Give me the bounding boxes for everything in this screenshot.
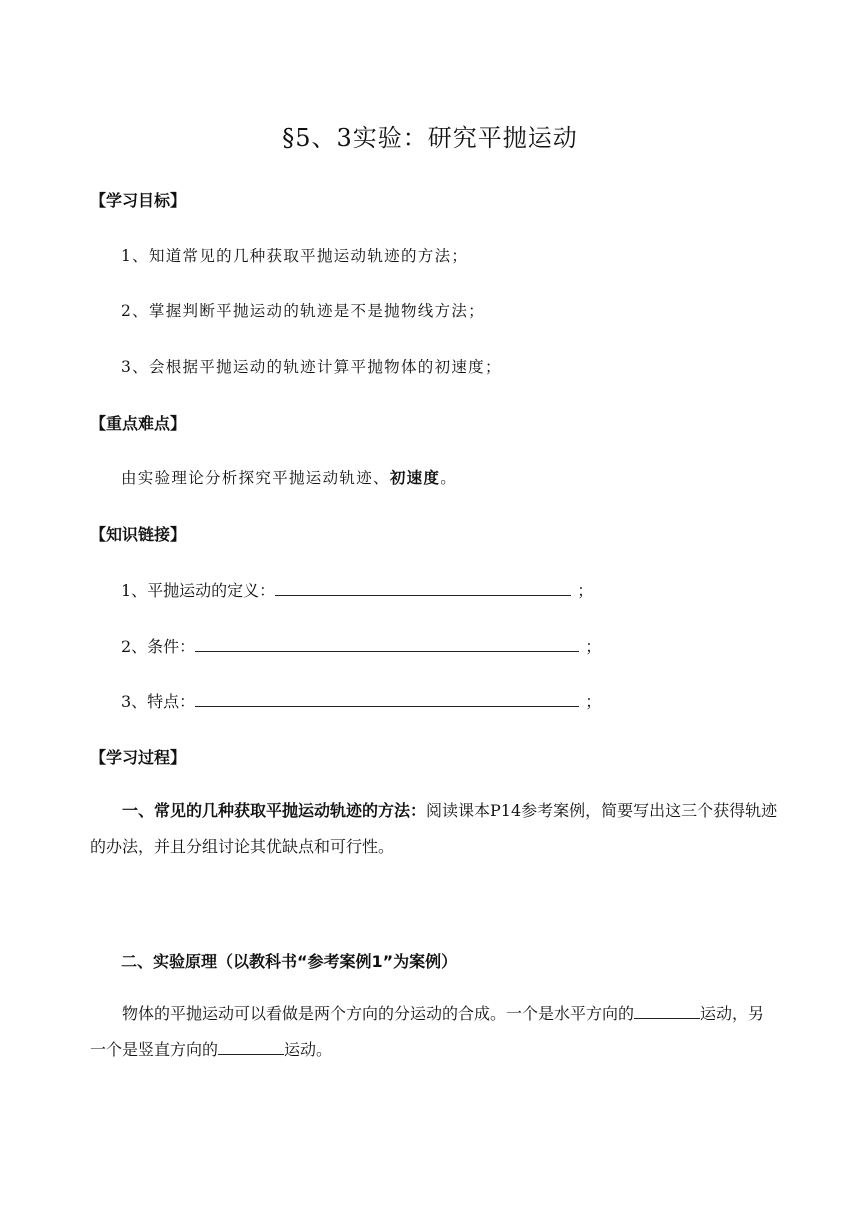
link-item-1-label: 1、平抛运动的定义： xyxy=(121,581,276,600)
process-part1-title: 一、常见的几种获取平抛运动轨迹的方法： xyxy=(122,801,427,820)
goals-heading: 【学习目标】 xyxy=(90,191,187,210)
process-heading: 【学习过程】 xyxy=(90,748,187,767)
key-text-bold: 初速度 xyxy=(389,469,441,487)
process-part2-text-a: 物体的平抛运动可以看做是两个方向的分运动的合成。一个是水平方向的 xyxy=(122,1004,635,1023)
fill-blank-horizontal[interactable] xyxy=(634,1002,700,1019)
link-item-3 xyxy=(121,689,601,712)
link-item-3-label: 3、特点： xyxy=(121,692,196,711)
process-part2-text-c: 运动。 xyxy=(284,1040,333,1059)
process-part2-text-b: 运动，另一个是竖直方向的 xyxy=(90,1004,765,1059)
process-part2-text xyxy=(90,996,780,1068)
fill-blank-definition[interactable] xyxy=(275,579,571,596)
link-item-2-label: 2、条件： xyxy=(121,637,196,656)
key-heading: 【重点难点】 xyxy=(90,414,187,433)
goal-item-2: 2、掌握判断平抛运动的轨迹是不是抛物线方法； xyxy=(121,302,485,320)
goal-item-1: 1、知道常见的几种获取平抛运动轨迹的方法； xyxy=(121,247,469,265)
fill-blank-vertical[interactable] xyxy=(218,1038,284,1055)
page-title: §5、3实验：研究平抛运动 xyxy=(282,124,578,152)
key-text-suffix: 。 xyxy=(440,469,458,487)
process-part1-text: 阅读课本P14参考案例，简要写出这三个获得轨迹的办法，并且分组讨论其优缺点和可行性。 xyxy=(90,801,778,856)
fill-blank-condition[interactable] xyxy=(195,635,579,652)
link-item-3-end: ； xyxy=(585,692,602,711)
link-item-1-end: ； xyxy=(577,581,594,600)
process-part2-heading: 二、实验原理（以教科书“参考案例1”为案例） xyxy=(121,952,458,971)
fill-blank-feature[interactable] xyxy=(195,690,579,707)
links-heading: 【知识链接】 xyxy=(90,525,187,544)
link-item-1 xyxy=(121,578,593,601)
key-text-prefix: 由实验理论分析探究平抛运动轨迹、 xyxy=(121,469,390,487)
link-item-2 xyxy=(121,634,601,657)
link-item-2-end: ； xyxy=(585,637,602,656)
key-text xyxy=(121,466,457,488)
process-part1 xyxy=(90,793,780,865)
goal-item-3: 3、会根据平抛运动的轨迹计算平抛物体的初速度； xyxy=(121,358,502,376)
